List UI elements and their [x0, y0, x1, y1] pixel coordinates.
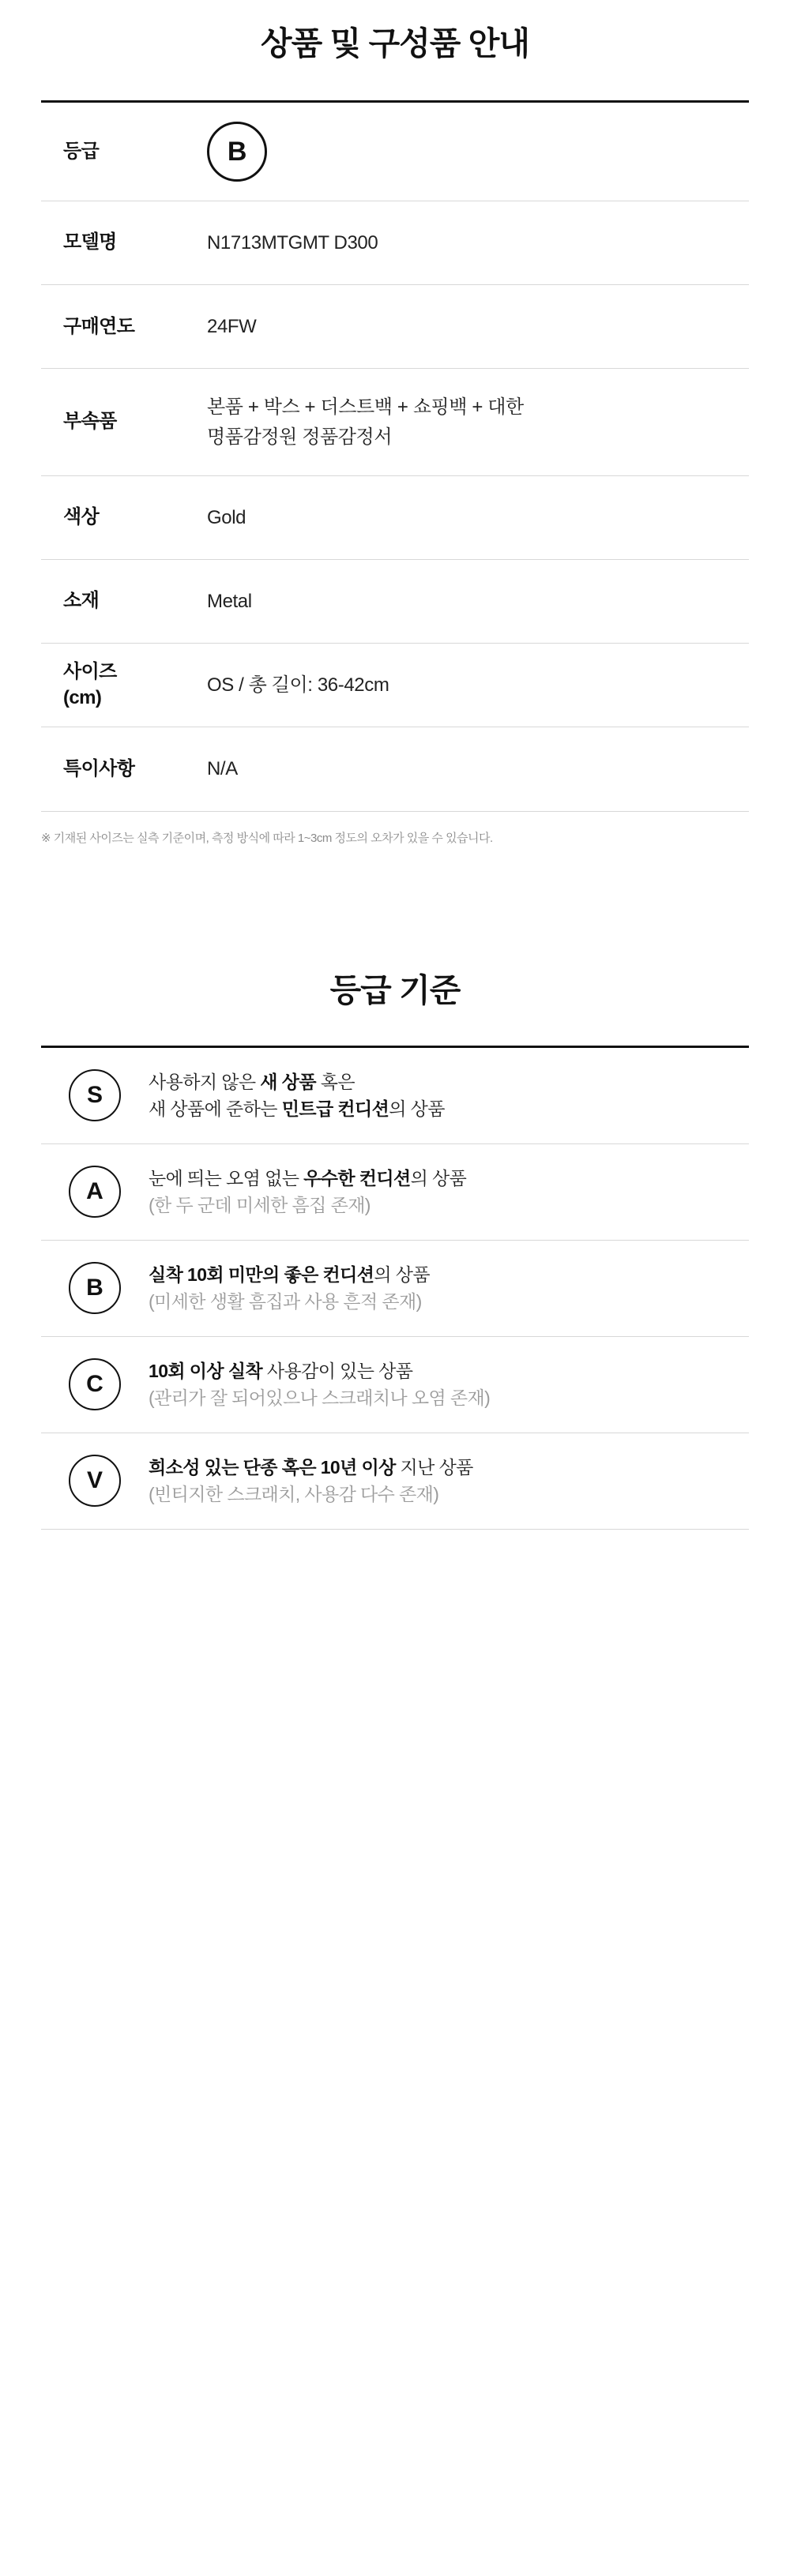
spec-value-material: Metal — [207, 590, 252, 612]
grade-s-l1b: 새 상품 — [260, 1071, 316, 1092]
grade-circle-cell-c — [41, 1358, 149, 1410]
grade-desc-b-line1 — [149, 1261, 733, 1289]
grade-circle-cell-a — [41, 1166, 149, 1218]
table-row-material — [41, 560, 749, 644]
table-row-model — [41, 201, 749, 285]
page-title: 상품 및 구성품 안내 — [260, 25, 530, 62]
grade-desc-c — [149, 1357, 749, 1412]
spec-label-accessories: 부속품 — [63, 411, 117, 433]
table-row-accessories — [41, 369, 749, 475]
grade-row-a — [41, 1144, 749, 1241]
grade-c-l1b: 10회 이상 실착 — [149, 1360, 263, 1381]
grade-row-v — [41, 1433, 749, 1530]
grade-a-l1a: 눈에 띄는 오염 없는 — [149, 1167, 304, 1188]
grade-b-l1b: 실착 10회 미만의 좋은 컨디션 — [149, 1264, 374, 1285]
spec-value-accessories — [207, 369, 749, 475]
spec-label-grade: 등급 — [63, 140, 100, 162]
table-row-grade — [41, 103, 749, 201]
grade-criteria-section — [0, 846, 790, 1530]
grade-desc-b-note: (미세한 생활 흠집과 사용 흔적 존재) — [149, 1291, 422, 1312]
spec-value-size: OS / 총 길이: 36-42cm — [207, 674, 389, 697]
spec-value-purchase-year: 24FW — [207, 316, 257, 338]
table-row-remarks — [41, 727, 749, 811]
spec-value-color: Gold — [207, 506, 246, 528]
grade-v-l1b: 희소성 있는 단종 혹은 10년 이상 — [149, 1456, 396, 1478]
grade-badge-a: A — [69, 1166, 121, 1218]
spec-label-size — [41, 644, 207, 727]
grade-desc-s-line1 — [149, 1068, 733, 1096]
product-info-section — [0, 0, 790, 846]
grade-desc-a — [149, 1165, 749, 1219]
spec-label-size-unit: (cm) — [63, 686, 102, 708]
grade-desc-s — [149, 1068, 749, 1123]
grade-desc-v-line1 — [149, 1454, 733, 1481]
grade-v-l1c: 지난 상품 — [395, 1456, 473, 1478]
spec-label-purchase-year: 구매연도 — [63, 315, 135, 337]
grade-s-l2a: 새 상품에 준하는 — [149, 1098, 282, 1119]
grade-desc-c-note: (관리가 잘 되어있으나 스크래치나 오염 존재) — [149, 1388, 491, 1408]
spec-value-accessories-line1: 본품 + 박스 + 더스트백 + 쇼핑백 + 대한 — [207, 396, 524, 419]
grade-circle-cell-v — [41, 1455, 149, 1507]
grade-badge-b: B — [69, 1262, 121, 1314]
grade-row-c — [41, 1337, 749, 1433]
grade-desc-s-line2 — [149, 1095, 733, 1123]
grade-criteria-title: 등급 기준 — [329, 971, 461, 1008]
grade-badge: B — [207, 122, 267, 182]
grade-desc-v-note: (빈티지한 스크래치, 사용감 다수 존재) — [149, 1484, 439, 1504]
spec-label-model: 모델명 — [63, 231, 117, 253]
grade-s-l2c: 의 상품 — [389, 1098, 445, 1119]
grade-a-l1b: 우수한 컨디션 — [303, 1167, 411, 1188]
grade-s-l1a: 사용하지 않은 — [149, 1071, 261, 1092]
grade-desc-b — [149, 1261, 749, 1316]
grade-a-l1c: 의 상품 — [410, 1167, 467, 1188]
grade-desc-a-note: (한 두 군데 미세한 흠집 존재) — [149, 1195, 371, 1215]
grade-s-l2b: 민트급 컨디션 — [281, 1098, 389, 1119]
grade-criteria-table — [41, 1046, 749, 1530]
spec-value-accessories-line2: 명품감정원 정품감정서 — [207, 426, 393, 448]
grade-s-l1c: 혹은 — [315, 1071, 355, 1092]
size-footnote: ※ 기재된 사이즈는 실측 기준이며, 측정 방식에 따라 1~3cm 정도의 오차가 있을 수 있습니다. — [41, 831, 493, 845]
grade-badge-s: S — [69, 1069, 121, 1121]
grade-row-s — [41, 1048, 749, 1144]
table-row-color — [41, 476, 749, 560]
grade-desc-a-line1 — [149, 1165, 733, 1192]
spec-value-grade — [207, 103, 749, 201]
spec-label-material: 소재 — [63, 590, 100, 612]
grade-badge-v: V — [69, 1455, 121, 1507]
grade-badge-c: C — [69, 1358, 121, 1410]
grade-desc-c-line1 — [149, 1357, 733, 1385]
grade-circle-cell-b — [41, 1262, 149, 1314]
product-spec-table — [41, 100, 749, 812]
grade-desc-v — [149, 1454, 749, 1508]
spec-value-remarks: N/A — [207, 758, 238, 780]
spec-label-color: 색상 — [63, 506, 100, 528]
spec-value-model: N1713MTGMT D300 — [207, 232, 378, 253]
grade-row-b — [41, 1241, 749, 1337]
spec-label-remarks: 특이사항 — [63, 757, 135, 779]
grade-b-l1c: 의 상품 — [374, 1264, 430, 1285]
table-row-purchase-year — [41, 285, 749, 369]
spec-label-size-main: 사이즈 — [63, 661, 117, 683]
table-row-size — [41, 644, 749, 727]
grade-circle-cell-s — [41, 1069, 149, 1121]
grade-c-l1c: 사용감이 있는 상품 — [262, 1360, 413, 1381]
